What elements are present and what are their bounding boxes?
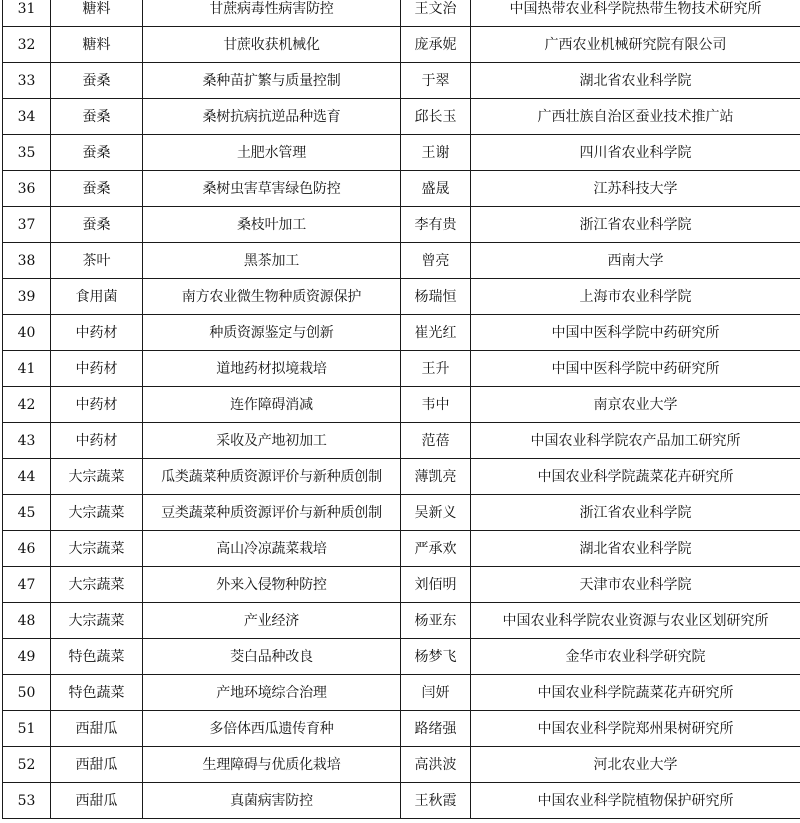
cell-person-name: 于翠	[401, 63, 471, 99]
cell-institution: 西南大学	[471, 243, 800, 279]
cell-institution: 中国中医科学院中药研究所	[471, 315, 800, 351]
cell-institution: 河北农业大学	[471, 747, 800, 783]
cell-number: 44	[3, 459, 51, 495]
cell-category: 大宗蔬菜	[51, 459, 143, 495]
cell-person-name: 杨亚东	[401, 603, 471, 639]
cell-category: 茶叶	[51, 243, 143, 279]
cell-institution: 浙江省农业科学院	[471, 207, 800, 243]
table-row	[3, 27, 800, 63]
cell-category: 西甜瓜	[51, 747, 143, 783]
cell-person-name: 闫妍	[401, 675, 471, 711]
table-row	[3, 315, 800, 351]
table-row	[3, 603, 800, 639]
cell-category: 蚕桑	[51, 63, 143, 99]
cell-research-direction: 桑枝叶加工	[143, 207, 401, 243]
cell-person-name: 严承欢	[401, 531, 471, 567]
cell-research-direction: 道地药材拟境栽培	[143, 351, 401, 387]
cell-institution: 湖北省农业科学院	[471, 531, 800, 567]
cell-research-direction: 南方农业微生物种质资源保护	[143, 279, 401, 315]
cell-institution: 中国农业科学院蔬菜花卉研究所	[471, 459, 800, 495]
cell-institution: 金华市农业科学研究院	[471, 639, 800, 675]
cell-number: 39	[3, 279, 51, 315]
cell-institution: 中国农业科学院郑州果树研究所	[471, 711, 800, 747]
cell-category: 中药材	[51, 351, 143, 387]
cell-number: 48	[3, 603, 51, 639]
cell-institution: 江苏科技大学	[471, 171, 800, 207]
cell-institution: 湖北省农业科学院	[471, 63, 800, 99]
cell-research-direction: 生理障碍与优质化栽培	[143, 747, 401, 783]
cell-person-name: 范蓓	[401, 423, 471, 459]
cell-number: 53	[3, 783, 51, 819]
cell-person-name: 路绪强	[401, 711, 471, 747]
table-row	[3, 747, 800, 783]
cell-category: 蚕桑	[51, 207, 143, 243]
cell-research-direction: 桑种苗扩繁与质量控制	[143, 63, 401, 99]
cell-institution: 广西农业机械研究院有限公司	[471, 27, 800, 63]
cell-category: 特色蔬菜	[51, 675, 143, 711]
cell-person-name: 王升	[401, 351, 471, 387]
cell-person-name: 盛晟	[401, 171, 471, 207]
cell-number: 33	[3, 63, 51, 99]
cell-person-name: 高洪波	[401, 747, 471, 783]
cell-category: 糖料	[51, 27, 143, 63]
cell-institution: 中国热带农业科学院热带生物技术研究所	[471, 0, 800, 27]
cell-research-direction: 采收及产地初加工	[143, 423, 401, 459]
cell-number: 38	[3, 243, 51, 279]
cell-category: 中药材	[51, 423, 143, 459]
cell-person-name: 杨梦飞	[401, 639, 471, 675]
table-row	[3, 279, 800, 315]
cell-person-name: 李有贵	[401, 207, 471, 243]
cell-person-name: 杨瑞恒	[401, 279, 471, 315]
cell-person-name: 王谢	[401, 135, 471, 171]
cell-category: 蚕桑	[51, 99, 143, 135]
cell-research-direction: 瓜类蔬菜种质资源评价与新种质创制	[143, 459, 401, 495]
table-row	[3, 63, 800, 99]
table-row	[3, 531, 800, 567]
cell-number: 34	[3, 99, 51, 135]
cell-research-direction: 甘蔗收获机械化	[143, 27, 401, 63]
cell-number: 36	[3, 171, 51, 207]
cell-person-name: 邱长玉	[401, 99, 471, 135]
table-row	[3, 243, 800, 279]
table-row	[3, 459, 800, 495]
cell-number: 41	[3, 351, 51, 387]
table-row	[3, 171, 800, 207]
cell-person-name: 崔光红	[401, 315, 471, 351]
cell-category: 西甜瓜	[51, 783, 143, 819]
cell-institution: 广西壮族自治区蚕业技术推广站	[471, 99, 800, 135]
cell-research-direction: 外来入侵物种防控	[143, 567, 401, 603]
cell-institution: 中国农业科学院农产品加工研究所	[471, 423, 800, 459]
cell-category: 糖料	[51, 0, 143, 27]
cell-category: 蚕桑	[51, 135, 143, 171]
cell-category: 蚕桑	[51, 171, 143, 207]
cell-person-name: 吴新义	[401, 495, 471, 531]
cell-number: 37	[3, 207, 51, 243]
table-row	[3, 99, 800, 135]
table-row	[3, 639, 800, 675]
cell-research-direction: 桑树虫害草害绿色防控	[143, 171, 401, 207]
cell-number: 46	[3, 531, 51, 567]
cell-research-direction: 甘蔗病毒性病害防控	[143, 0, 401, 27]
cell-institution: 浙江省农业科学院	[471, 495, 800, 531]
cell-number: 50	[3, 675, 51, 711]
cell-research-direction: 茭白品种改良	[143, 639, 401, 675]
cell-institution: 中国农业科学院农业资源与农业区划研究所	[471, 603, 800, 639]
cell-person-name: 刘佰明	[401, 567, 471, 603]
cell-research-direction: 高山冷凉蔬菜栽培	[143, 531, 401, 567]
cell-category: 大宗蔬菜	[51, 567, 143, 603]
cell-research-direction: 产地环境综合治理	[143, 675, 401, 711]
cell-institution: 中国中医科学院中药研究所	[471, 351, 800, 387]
cell-number: 32	[3, 27, 51, 63]
cell-category: 食用菌	[51, 279, 143, 315]
cell-institution: 中国农业科学院植物保护研究所	[471, 783, 800, 819]
table-row	[3, 495, 800, 531]
cell-person-name: 曾亮	[401, 243, 471, 279]
cell-number: 35	[3, 135, 51, 171]
cell-category: 中药材	[51, 315, 143, 351]
cell-research-direction: 黑茶加工	[143, 243, 401, 279]
table-row	[3, 351, 800, 387]
cell-person-name: 庞承妮	[401, 27, 471, 63]
table-row	[3, 387, 800, 423]
expert-table	[2, 0, 800, 819]
cell-research-direction: 土肥水管理	[143, 135, 401, 171]
cell-institution: 南京农业大学	[471, 387, 800, 423]
cell-number: 52	[3, 747, 51, 783]
cell-person-name: 韦中	[401, 387, 471, 423]
cell-research-direction: 豆类蔬菜种质资源评价与新种质创制	[143, 495, 401, 531]
cell-number: 42	[3, 387, 51, 423]
cell-category: 中药材	[51, 387, 143, 423]
cell-number: 49	[3, 639, 51, 675]
cell-person-name: 王秋霞	[401, 783, 471, 819]
cell-number: 47	[3, 567, 51, 603]
cell-number: 51	[3, 711, 51, 747]
cell-person-name: 薄凯亮	[401, 459, 471, 495]
cell-institution: 天津市农业科学院	[471, 567, 800, 603]
cell-category: 大宗蔬菜	[51, 495, 143, 531]
table-row	[3, 423, 800, 459]
cell-research-direction: 产业经济	[143, 603, 401, 639]
cell-institution: 上海市农业科学院	[471, 279, 800, 315]
table-row	[3, 783, 800, 819]
table-row	[3, 0, 800, 27]
table-row	[3, 675, 800, 711]
cell-research-direction: 多倍体西瓜遗传育种	[143, 711, 401, 747]
cell-research-direction: 种质资源鉴定与创新	[143, 315, 401, 351]
cell-research-direction: 真菌病害防控	[143, 783, 401, 819]
cell-category: 特色蔬菜	[51, 639, 143, 675]
cell-number: 31	[3, 0, 51, 27]
cell-person-name: 王文治	[401, 0, 471, 27]
table-row	[3, 207, 800, 243]
cell-institution: 四川省农业科学院	[471, 135, 800, 171]
cell-number: 40	[3, 315, 51, 351]
table-body	[3, 0, 800, 819]
cell-research-direction: 桑树抗病抗逆品种选育	[143, 99, 401, 135]
cell-number: 43	[3, 423, 51, 459]
cell-number: 45	[3, 495, 51, 531]
cell-research-direction: 连作障碍消减	[143, 387, 401, 423]
table-row	[3, 711, 800, 747]
table-row	[3, 567, 800, 603]
cell-institution: 中国农业科学院蔬菜花卉研究所	[471, 675, 800, 711]
cell-category: 大宗蔬菜	[51, 603, 143, 639]
table-row	[3, 135, 800, 171]
cell-category: 大宗蔬菜	[51, 531, 143, 567]
cell-category: 西甜瓜	[51, 711, 143, 747]
